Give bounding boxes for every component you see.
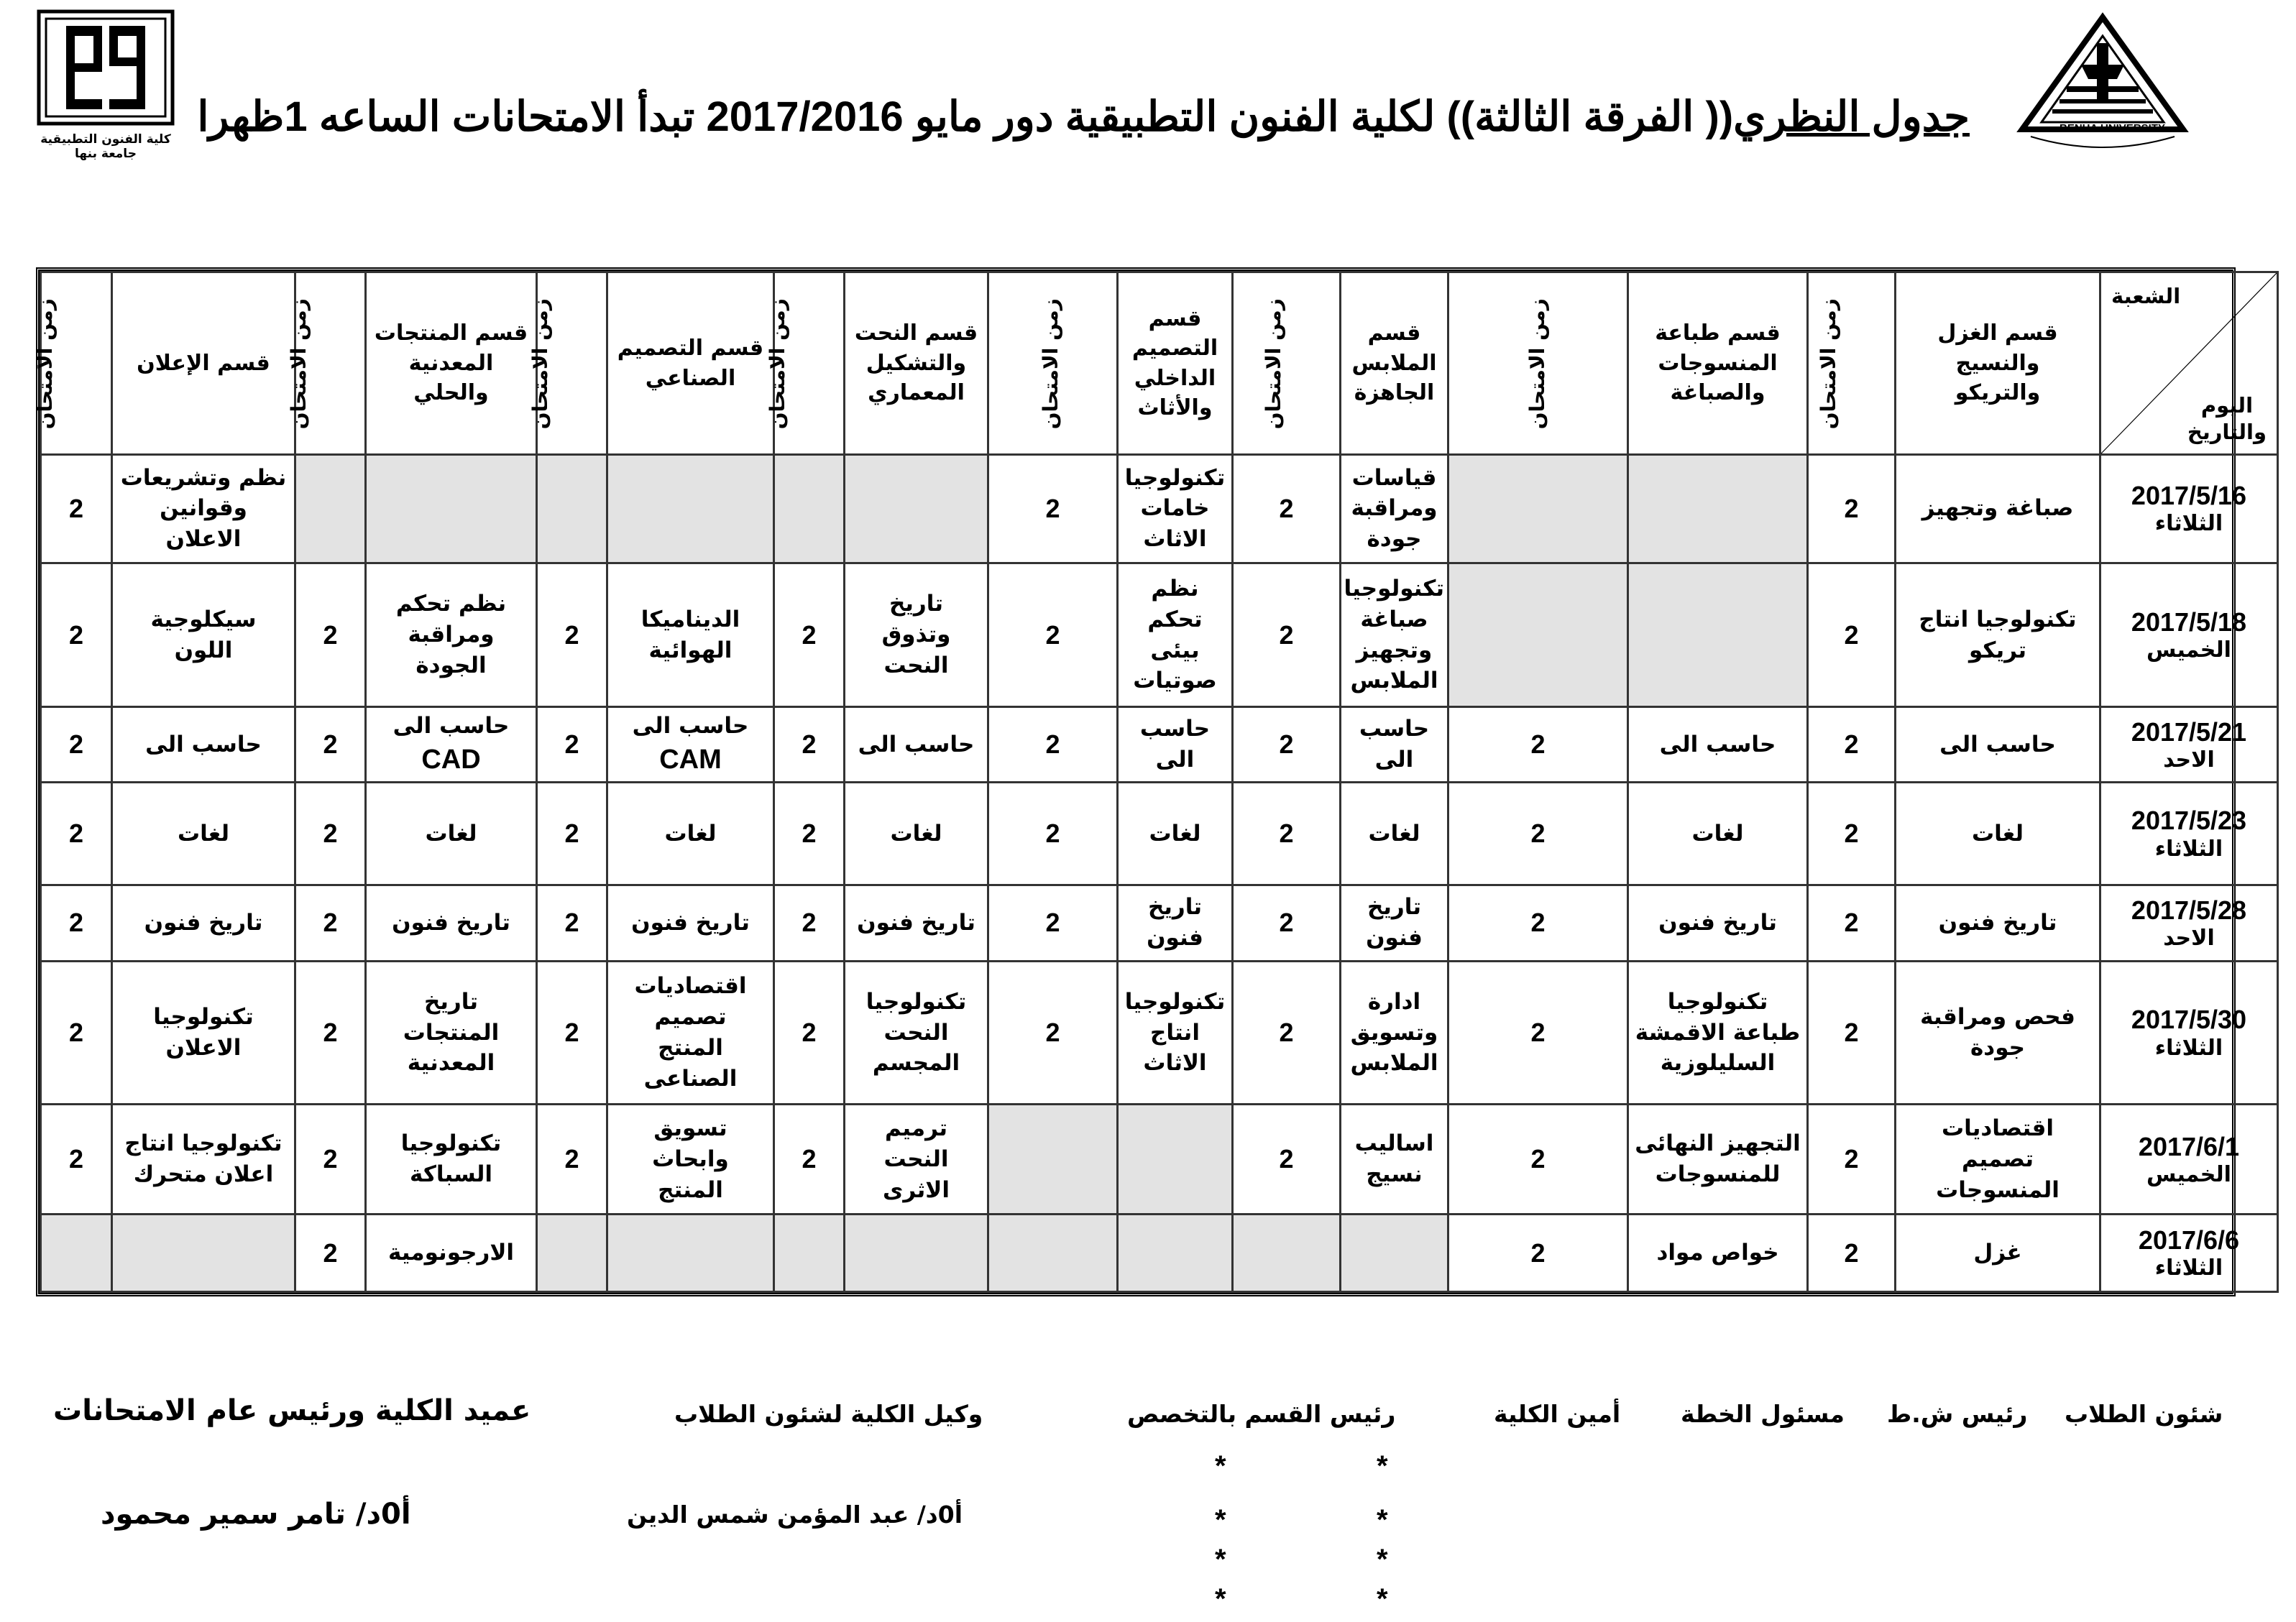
faculty-emblem-icon [37, 10, 174, 125]
table-row [41, 1215, 2278, 1292]
dept-head-label: رئيس القسم بالتخصص [1127, 1400, 1396, 1428]
subject-cell: حاسب الى [112, 707, 295, 783]
schedule-grid [32, 271, 2279, 1293]
table-row [41, 961, 2278, 1105]
exam-duration-cell: 2 [295, 885, 366, 961]
dean-name: أ0د/ تامر سمير محمود [101, 1498, 411, 1531]
date-cell: 2017/5/28 الاحد [2100, 885, 2278, 961]
faculty-logo [37, 10, 174, 161]
subject-cell: حاسب الى CAM [607, 707, 774, 783]
exam-duration-cell [295, 455, 366, 563]
exam-duration-cell: 2 [41, 961, 112, 1105]
subject-cell: تسويق وابحاث المنتج [607, 1105, 774, 1215]
subject-cell: خواص مواد [1628, 1215, 1808, 1292]
exam-time-header: زمن الامتحان [1808, 272, 1896, 455]
subject-cell [1118, 1105, 1233, 1215]
table-row [41, 783, 2278, 885]
subject-cell: لغات [112, 783, 295, 885]
subject-cell: تكنولوجيا خامات الاثاث [1118, 455, 1233, 563]
page-title [197, 92, 1970, 141]
exam-duration-cell: 2 [295, 783, 366, 885]
exam-duration-cell: 2 [41, 783, 112, 885]
subject-cell: تكنولوجيا النحت المجسم [845, 961, 988, 1105]
university-logo-text: BENHA UNIVERSITY [2059, 122, 2165, 134]
subject-cell: فحص ومراقبة جودة [1896, 961, 2100, 1105]
subject-cell: لغات [845, 783, 988, 885]
subject-cell: تكنولوجيا انتاج اعلان متحرك [112, 1105, 295, 1215]
exam-duration-cell: 2 [41, 455, 112, 563]
exam-duration-cell [41, 1215, 112, 1292]
signature-star: * [1215, 1450, 1226, 1482]
subject-cell: تكنولوجيا الاعلان [112, 961, 295, 1105]
subject-cell: تاريخ فنون [366, 885, 537, 961]
exam-duration-cell: 2 [295, 707, 366, 783]
exam-duration-cell: 2 [1808, 1105, 1896, 1215]
exam-time-header: زمن الامتحان [774, 272, 845, 455]
table-row [41, 707, 2278, 783]
department-header-4: قسم التصميم الداخلي والأثاث [1118, 272, 1233, 455]
exam-duration-cell: 2 [1808, 563, 1896, 707]
exam-duration-cell: 2 [1233, 783, 1341, 885]
department-header-5: قسم النحت والتشكيل المعماري [845, 272, 988, 455]
department-header-6: قسم التصميم الصناعي [607, 272, 774, 455]
subject-cell: التجهيز النهائى للمنسوجات [1628, 1105, 1808, 1215]
head-sh-t-label: رئيس ش.ط [1887, 1400, 2028, 1428]
subject-cell: تكنولوجيا صباغة وتجهيز الملابس [1341, 563, 1448, 707]
subject-cell: تكنولوجيا طباعة الاقمشة السليلوزية [1628, 961, 1808, 1105]
exam-duration-cell [1233, 1215, 1341, 1292]
subject-cell: حاسب الى [1118, 707, 1233, 783]
date-cell: 2017/6/6 الثلاثاء [2100, 1215, 2278, 1292]
exam-duration-cell: 2 [1233, 707, 1341, 783]
exam-duration-cell: 2 [41, 885, 112, 961]
subject-cell [845, 1215, 988, 1292]
table-row [41, 885, 2278, 961]
signature-star: * [1215, 1544, 1226, 1575]
subject-cell: تاريخ فنون [1341, 885, 1448, 961]
exam-duration-cell [537, 455, 607, 563]
subject-cell: تاريخ فنون [112, 885, 295, 961]
exam-duration-cell: 2 [1808, 961, 1896, 1105]
date-cell: 2017/5/23 الثلاثاء [2100, 783, 2278, 885]
subject-cell: صباغة وتجهيز [1896, 455, 2100, 563]
subject-cell: لغات [607, 783, 774, 885]
college-secretary-label: أمين الكلية [1494, 1400, 1621, 1428]
subject-cell: الديناميكا الهوائية [607, 563, 774, 707]
subject-cell: تاريخ فنون [1896, 885, 2100, 961]
exam-duration-cell [988, 1215, 1118, 1292]
exam-duration-cell [1448, 455, 1628, 563]
exam-duration-cell: 2 [988, 885, 1118, 961]
exam-duration-cell: 2 [537, 1105, 607, 1215]
exam-duration-cell: 2 [1233, 1105, 1341, 1215]
exam-duration-cell: 2 [295, 1215, 366, 1292]
exam-duration-cell: 2 [1448, 1105, 1628, 1215]
table-row [41, 1105, 2278, 1215]
exam-time-header: زمن الامتحان [295, 272, 366, 455]
subject-cell: حاسب الى [1341, 707, 1448, 783]
subject-cell: حاسب الى CAD [366, 707, 537, 783]
corner-section-label: الشعبة [2111, 284, 2181, 308]
subject-cell [1341, 1215, 1448, 1292]
date-cell: 2017/5/16 الثلاثاء [2100, 455, 2278, 563]
subject-cell: تكنولوجيا السباكة [366, 1105, 537, 1215]
subject-cell [1628, 563, 1808, 707]
exam-duration-cell: 2 [774, 961, 845, 1105]
exam-duration-cell: 2 [41, 707, 112, 783]
subject-cell: تاريخ فنون [607, 885, 774, 961]
subject-cell: حاسب الى [1628, 707, 1808, 783]
department-header-7: قسم المنتجات المعدنية والحلي [366, 272, 537, 455]
exam-duration-cell: 2 [1448, 783, 1628, 885]
subject-cell: غزل [1896, 1215, 2100, 1292]
exam-duration-cell: 2 [537, 783, 607, 885]
subject-cell [845, 455, 988, 563]
subject-cell: اقتصاديات تصميم المنسوجات [1896, 1105, 2100, 1215]
signature-star: * [1377, 1583, 1388, 1615]
faculty-logo-text: كلية الفنون التطبيقية [40, 132, 171, 147]
subject-cell: تكنولوجيا انتاج تريكو [1896, 563, 2100, 707]
plan-officer-label: مسئول الخطة [1681, 1400, 1845, 1428]
date-cell: 2017/6/1 الخميس [2100, 1105, 2278, 1215]
exam-duration-cell: 2 [988, 563, 1118, 707]
exam-duration-cell: 2 [41, 1105, 112, 1215]
university-logo [2016, 14, 2189, 144]
exam-duration-cell: 2 [537, 961, 607, 1105]
signature-star: * [1377, 1544, 1388, 1575]
exam-duration-cell: 2 [1448, 1215, 1628, 1292]
exam-duration-cell: 2 [295, 563, 366, 707]
exam-time-header: زمن الامتحان [988, 272, 1118, 455]
date-cell: 2017/5/30 الثلاثاء [2100, 961, 2278, 1105]
subject-cell [1118, 1215, 1233, 1292]
subject-cell: لغات [1628, 783, 1808, 885]
exam-time-header: زمن الامتحان [1233, 272, 1341, 455]
subject-cell: لغات [1896, 783, 2100, 885]
exam-duration-cell: 2 [774, 563, 845, 707]
date-cell: 2017/5/21 الاحد [2100, 707, 2278, 783]
exam-duration-cell: 2 [1233, 563, 1341, 707]
subject-cell: حاسب الى [845, 707, 988, 783]
vice-dean-label: وكيل الكلية لشئون الطلاب [674, 1400, 983, 1428]
exam-schedule-table [32, 267, 2267, 1296]
exam-duration-cell: 2 [1233, 961, 1341, 1105]
subject-cell: تكنولوجيا انتاج الاثاث [1118, 961, 1233, 1105]
exam-time-header: زمن الامتحان [537, 272, 607, 455]
students-affairs-label: شئون الطلاب [2065, 1400, 2223, 1428]
signature-star: * [1215, 1583, 1226, 1615]
dean-label: عميد الكلية ورئيس عام الامتحانات [53, 1394, 531, 1427]
exam-duration-cell: 2 [537, 563, 607, 707]
subject-cell: نظم تحكم بيئى صوتيات [1118, 563, 1233, 707]
exam-duration-cell: 2 [41, 563, 112, 707]
exam-duration-cell: 2 [1448, 885, 1628, 961]
department-header-1: قسم الغزل والنسيج والتريكو [1896, 272, 2100, 455]
subject-cell: تاريخ فنون [1628, 885, 1808, 961]
table-row [41, 563, 2278, 707]
exam-duration-cell [774, 1215, 845, 1292]
exam-duration-cell: 2 [1233, 455, 1341, 563]
subject-cell: تاريخ المنتجات المعدنية [366, 961, 537, 1105]
faculty-logo-subtext: جامعة بنها [75, 147, 137, 161]
subject-cell: سيكلوجية اللون [112, 563, 295, 707]
title-underlined: جدول النظري [1733, 93, 1970, 140]
exam-duration-cell: 2 [295, 1105, 366, 1215]
subject-cell: تاريخ فنون [1118, 885, 1233, 961]
subject-cell: لغات [366, 783, 537, 885]
exam-duration-cell: 2 [295, 961, 366, 1105]
exam-duration-cell: 2 [1448, 707, 1628, 783]
date-cell: 2017/5/18 الخميس [2100, 563, 2278, 707]
exam-duration-cell: 2 [988, 455, 1118, 563]
exam-duration-cell: 2 [774, 1105, 845, 1215]
subject-cell: نظم وتشريعات وقوانين الاعلان [112, 455, 295, 563]
subject-cell [607, 455, 774, 563]
exam-duration-cell: 2 [1233, 885, 1341, 961]
exam-duration-cell: 2 [537, 707, 607, 783]
exam-duration-cell: 2 [1448, 961, 1628, 1105]
exam-duration-cell [774, 455, 845, 563]
subject-cell: قياسات ومراقبة جودة [1341, 455, 1448, 563]
exam-duration-cell: 2 [1808, 1215, 1896, 1292]
signature-star: * [1377, 1450, 1388, 1482]
subject-cell: تاريخ فنون [845, 885, 988, 961]
header-row [41, 272, 2278, 455]
subject-cell [607, 1215, 774, 1292]
exam-duration-cell: 2 [988, 783, 1118, 885]
subject-cell: نظم تحكم ومراقبة الجودة [366, 563, 537, 707]
vice-dean-name: أ0د/ عبد المؤمن شمس الدين [627, 1501, 963, 1529]
subject-cell: حاسب الى [1896, 707, 2100, 783]
subject-cell: اساليب نسيج [1341, 1105, 1448, 1215]
subject-cell: لغات [1118, 783, 1233, 885]
subject-cell [366, 455, 537, 563]
subject-cell: ترميم النحت الاثرى [845, 1105, 988, 1215]
subject-cell: ادارة وتسويق الملابس [1341, 961, 1448, 1105]
exam-duration-cell: 2 [988, 961, 1118, 1105]
exam-duration-cell: 2 [1808, 707, 1896, 783]
corner-date-label: اليوم والتاريخ [2187, 392, 2267, 445]
exam-time-header: زمن الامتحان [1448, 272, 1628, 455]
subject-cell [1628, 455, 1808, 563]
exam-duration-cell: 2 [774, 885, 845, 961]
exam-duration-cell: 2 [774, 707, 845, 783]
title-rest: (( الفرقة الثالثة)) لكلية الفنون التطبيقية دور مايو 2017/2016 تبدأ الامتحانات الساعه 1ظهرا [197, 93, 1734, 140]
signature-star: * [1215, 1504, 1226, 1536]
exam-duration-cell: 2 [774, 783, 845, 885]
subject-cell [112, 1215, 295, 1292]
department-header-8: قسم الإعلان [112, 272, 295, 455]
exam-time-header: زمن الامتحان [41, 272, 112, 455]
exam-duration-cell: 2 [537, 885, 607, 961]
subject-cell: الارجونومية [366, 1215, 537, 1292]
subject-cell: تاريخ وتذوق النحت [845, 563, 988, 707]
department-header-3: قسم الملابس الجاهزة [1341, 272, 1448, 455]
exam-duration-cell [988, 1105, 1118, 1215]
exam-duration-cell: 2 [988, 707, 1118, 783]
exam-duration-cell: 2 [1808, 885, 1896, 961]
subject-cell: لغات [1341, 783, 1448, 885]
exam-duration-cell: 2 [1808, 783, 1896, 885]
corner-header-cell [2100, 272, 2278, 455]
exam-duration-cell [537, 1215, 607, 1292]
subject-cell: اقتصاديات تصميم المنتج الصناعى [607, 961, 774, 1105]
exam-duration-cell [1448, 563, 1628, 707]
table-row [41, 455, 2278, 563]
signature-star: * [1377, 1504, 1388, 1536]
department-header-2: قسم طباعة المنسوجات والصباغة [1628, 272, 1808, 455]
exam-duration-cell: 2 [1808, 455, 1896, 563]
